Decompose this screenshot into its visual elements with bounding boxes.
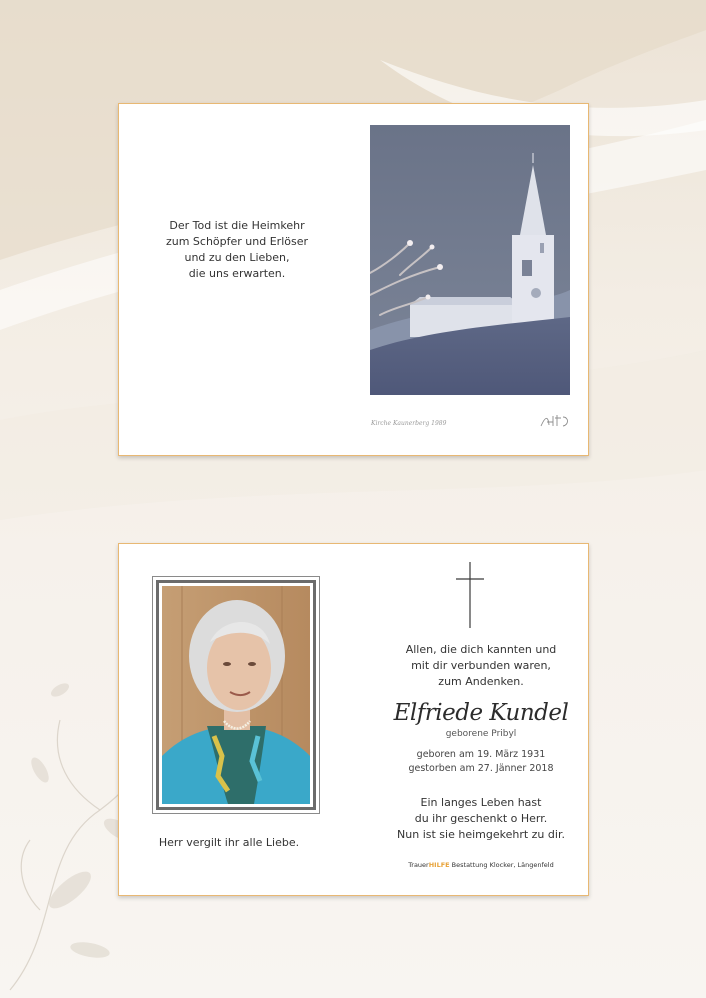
funeral-home-name: Bestattung Klocker, Längenfeld (449, 861, 554, 869)
memorial-verse: Allen, die dich kannten und mit dir verbunden waren, zum Andenken. (405, 643, 557, 688)
front-verse: Der Tod ist die Heimkehr zum Schöpfer und Erlöser und zu den Lieben, die uns erwarten. (165, 219, 309, 280)
deceased-name: Elfriede Kundel (393, 700, 569, 726)
funeral-home-footer (381, 861, 581, 869)
memorial-card-back (118, 543, 589, 896)
maiden-name: geborene Pribyl (445, 729, 517, 739)
brand-prefix: Trauer (408, 861, 429, 869)
artist-signature-icon (539, 413, 573, 429)
photo-frame (152, 576, 320, 814)
church-painting (370, 125, 570, 395)
life-dates: geboren am 19. März 1931 gestorben am 27. Jänner 2018 (408, 749, 554, 774)
cross-icon (456, 562, 484, 628)
closing-verse: Ein langes Leben hast du ihr geschenkt o Herr. Nun ist sie heimgekehrt zu dir. (397, 796, 565, 841)
brand-highlight: HILFE (428, 861, 450, 869)
painting-caption: Kirche Kaunerberg 1989 (371, 420, 447, 427)
photo-caption: Herr vergilt ihr alle Liebe. (158, 836, 300, 849)
portrait-photo (162, 586, 310, 804)
memorial-card-front (118, 103, 589, 456)
